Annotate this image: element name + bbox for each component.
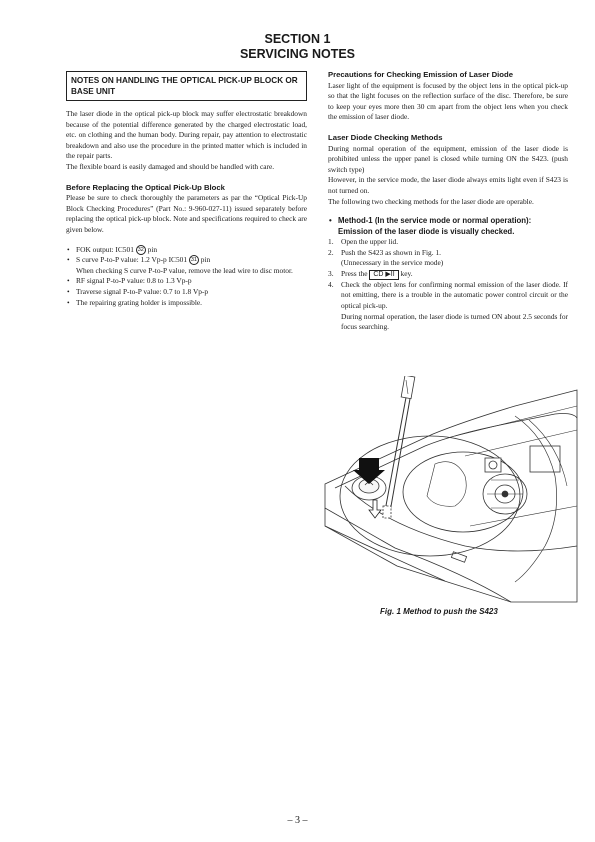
method-1-steps <box>328 237 568 333</box>
precautions-heading: Precautions for Checking Emission of Laser Diode <box>328 70 513 79</box>
scurve-note: When checking S curve P-to-P value, remove the lead wire to disc motor. <box>76 265 293 275</box>
left-column <box>66 70 307 308</box>
intro-paragraph: The laser diode in the optical pick-up block may suffer electrostatic breakdown because of the potential difference generated by the charged electrostatic load, etc. on clothing and the human body. During repair, pay attention to electrostatic breakdown and also use the procedure in the printed matter which is included in the repair parts. <box>66 109 307 161</box>
method-1-heading: • Method-1 (In the service mode or normal operation): Emission of the laser diode is visually checked. <box>328 216 568 237</box>
list-item: • S curve P-to-P value: 1.2 Vp-p IC501 31 pin When checking S curve P-to-P value, remove the lead wire to disc motor. <box>66 255 307 276</box>
figure-1-illustration <box>315 376 585 608</box>
list-item: 1. Open the upper lid. <box>328 236 399 246</box>
figure-caption: Fig. 1 Method to push the S423 <box>380 607 498 616</box>
right-column <box>328 70 568 333</box>
checking-methods-text: During normal operation of the equipment, emission of the laser diode is prohibited unless the upper panel is closed while turning ON the S423. (push switch type) <box>328 143 568 174</box>
page-number: – 3 – <box>287 815 308 826</box>
list-item: 2. Push the S423 as shown in Fig. 1. (Unnecessary in the service mode) <box>328 247 444 268</box>
list-item: 4. Check the object lens for confirming normal emission of the laser diode. If not emitting, there is a trouble in the automatic power control circuit or the optical pick-up. During normal operation, the laser diode is turned ON about 2.5 seconds for focus searching. <box>328 279 568 332</box>
two-methods-text: The following two checking methods for the laser diode are operable. <box>328 196 534 206</box>
list-item: 3. Press the CD ▶II key. <box>328 268 413 278</box>
notes-box-heading: NOTES ON HANDLING THE OPTICAL PICK-UP BLOCK OR BASE UNIT <box>66 71 307 101</box>
precautions-text: Laser light of the equipment is focused by the object lens in the optical pick-up so that the light focuses on the reflection surface of the disc. Therefore, be sure to keep your eyes more then 30 cm apart from the object lens when you check the emission of laser diode. <box>328 80 568 122</box>
before-replacing-text: Please be sure to check thoroughly the parameters as par the “Optical Pick-Up Block Checking Procedures” (Part No.: 9-960-027-11) issued separately before replacing the optical pick-up block. Note and specifications required to check are given below. <box>66 193 307 234</box>
before-replacing-heading: Before Replacing the Optical Pick-Up Block <box>66 182 225 192</box>
list-item: • Traverse signal P-to-P value: 0.7 to 1.8 Vp-p <box>66 287 307 298</box>
pin-number-badge: 32 <box>137 246 144 253</box>
service-mode-text: However, in the service mode, the laser diode always emits light even if S423 is not turned on. <box>328 175 568 195</box>
section-number: SECTION 1 <box>264 32 331 46</box>
list-item: • FOK output: IC501 32 pin <box>66 245 307 256</box>
checking-methods-heading: Laser Diode Checking Methods <box>328 132 443 142</box>
list-item: • RF signal P-to-P value: 0.8 to 1.3 Vp-p <box>66 276 307 287</box>
page-title: SERVICING NOTES <box>239 47 356 61</box>
cd-play-pause-key: CD ▶II <box>369 270 398 280</box>
flexible-board-note: The flexible board is easily damaged and should be handled with care. <box>66 161 275 171</box>
pin-number-badge: 31 <box>190 257 197 264</box>
spec-list <box>66 245 307 309</box>
list-item: • The repairing grating holder is impossible. <box>66 298 307 309</box>
